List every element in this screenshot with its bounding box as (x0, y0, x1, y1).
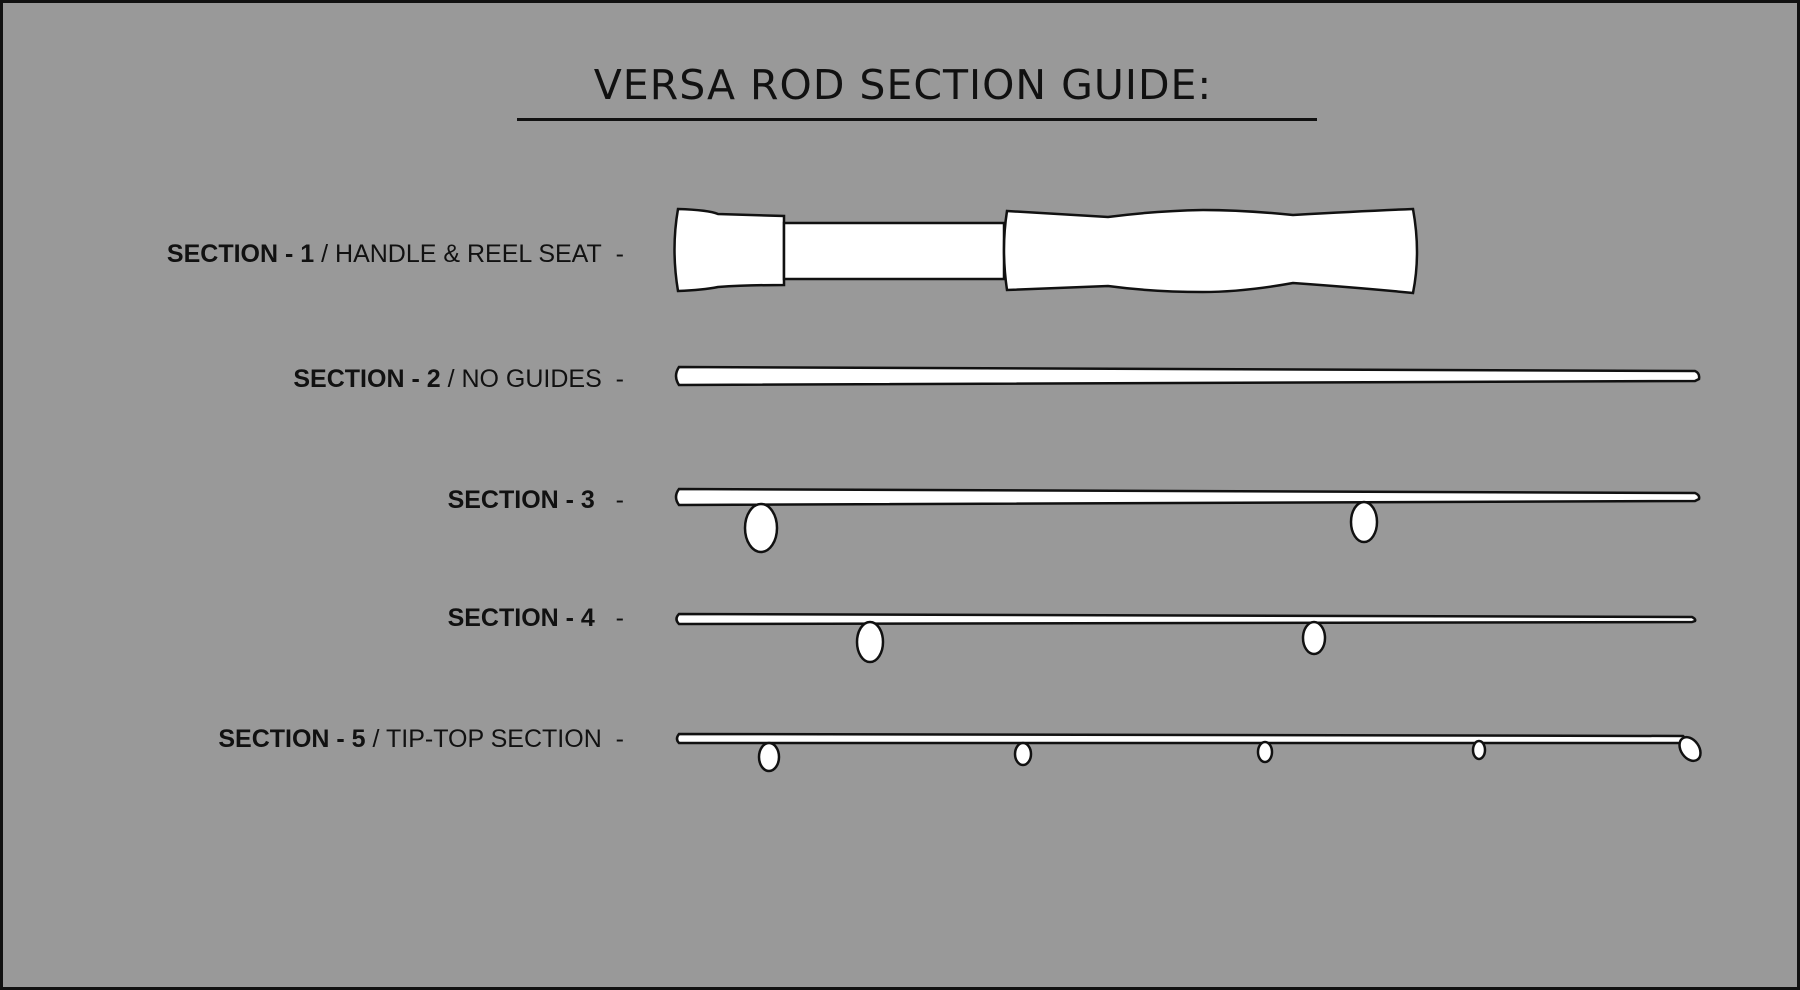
section-4-blank (677, 614, 1696, 624)
section-5-blank (677, 734, 1689, 743)
diagram-title: VERSA ROD SECTION GUIDE: (593, 61, 1213, 109)
section-5-number: SECTION - 5 (218, 725, 366, 753)
section-5-guide-2 (1015, 743, 1031, 765)
section-3-dash: - (615, 486, 624, 514)
section-4-guide-1 (857, 622, 883, 662)
section-3-guide-2 (1351, 502, 1377, 542)
section-5-guide-1 (759, 743, 779, 771)
handle-butt-cap (675, 209, 785, 291)
reel-seat (784, 223, 1004, 279)
section-5-description: / TIP-TOP SECTION (365, 725, 602, 753)
section-4-dash: - (615, 604, 624, 632)
section-2-number: SECTION - 2 (293, 365, 441, 393)
section-4-number: SECTION - 4 (447, 604, 595, 632)
rod-illustration (3, 3, 1797, 987)
section-5-rod (677, 733, 1705, 771)
section-5-dash: - (615, 725, 624, 753)
section-3-rod (676, 489, 1699, 552)
section-2-dash: - (615, 365, 624, 393)
section-2-blank (676, 367, 1699, 385)
section-4-rod (677, 614, 1696, 662)
section-5-guide-3 (1258, 742, 1272, 762)
section-3-blank (676, 489, 1699, 505)
section-4-guide-2 (1303, 622, 1325, 654)
section-1-number: SECTION - 1 (166, 240, 315, 268)
cork-grip (1004, 209, 1417, 293)
section-2-description: / NO GUIDES (440, 365, 602, 393)
section-1-dash: - (615, 240, 624, 268)
section-5-guide-4 (1473, 741, 1485, 759)
section-1-description: / HANDLE & REEL SEAT (314, 240, 602, 268)
section-1-handle-assembly (675, 209, 1418, 293)
section-3-number: SECTION - 3 (447, 486, 595, 514)
section-3-guide-1 (745, 504, 777, 552)
